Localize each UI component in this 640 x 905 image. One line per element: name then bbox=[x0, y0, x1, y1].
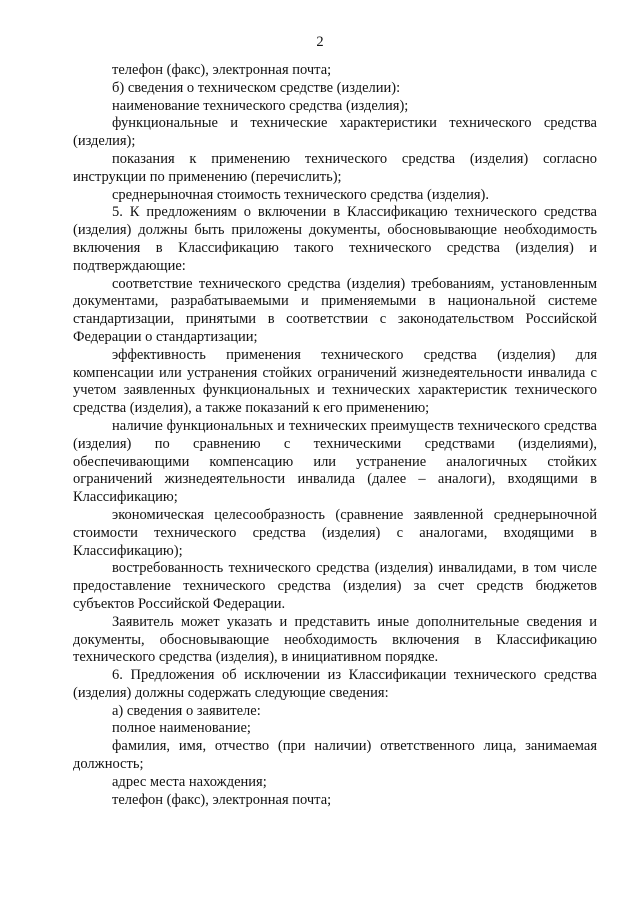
paragraph: наличие функциональных и технических преимуществ технического средства (изделия) по сравнению с техническими средствами (изделиями), обеспечивающими компенсацию или устранение аналогичных стойких ограничений жизнедеятельности инвалида (далее – аналоги), входящими в Классификацию; bbox=[73, 417, 597, 506]
document-body bbox=[73, 62, 597, 809]
paragraph: эффективность применения технического средства (изделия) для компенсации или устранения стойких ограничений жизнедеятельности инвалида с учетом заявленных функциональных и технических характеристик технического средства (изделия), а также показаний к его применению; bbox=[73, 346, 597, 417]
paragraph: соответствие технического средства (изделия) требованиям, установленным документами, разрабатываемыми и применяемыми в национальной системе стандартизации, принятыми в соответствии с законодательством Российской Федерации о стандартизации; bbox=[73, 275, 597, 345]
paragraph: б) сведения о техническом средстве (изделии): bbox=[112, 79, 401, 96]
paragraph: телефон (факс), электронная почта; bbox=[112, 62, 332, 78]
paragraph: 5. К предложениям о включении в Классификацию технического средства (изделия) должны быть приложены документы, обосновывающие необходимость включения в Классификацию такого технического средства (изделия) и подтверждающие: bbox=[73, 204, 597, 274]
paragraph: Заявитель может указать и представить иные дополнительные сведения и документы, обосновывающие необходимость включения в Классификацию технического средства (изделия), в инициативном порядке. bbox=[73, 613, 597, 666]
paragraph: востребованность технического средства (изделия) инвалидами, в том числе предоставление технического средства (изделия) за счет средств бюджетов субъектов Российской Федерации. bbox=[73, 560, 597, 612]
paragraph: телефон (факс), электронная почта; bbox=[112, 791, 332, 808]
paragraph: адрес места нахождения; bbox=[112, 773, 267, 790]
paragraph: экономическая целесообразность (сравнение заявленной среднерыночной стоимости технического средства (изделия) с аналогами, входящими в Классификацию); bbox=[73, 506, 597, 559]
paragraph: 6. Предложения об исключении из Классификации технического средства (изделия) должны содержать следующие сведения: bbox=[73, 667, 597, 701]
paragraph: функциональные и технические характеристики технического средства (изделия); bbox=[73, 115, 597, 150]
paragraph: фамилия, имя, отчество (при наличии) ответственного лица, занимаемая должность; bbox=[73, 738, 597, 773]
paragraph: среднерыночная стоимость технического средства (изделия). bbox=[112, 186, 489, 203]
paragraph: а) сведения о заявителе: bbox=[112, 702, 261, 719]
paragraph: полное наименование; bbox=[112, 720, 251, 737]
page-number: 2 bbox=[316, 34, 324, 50]
paragraph: показания к применению технического средства (изделия) согласно инструкции по применению (перечислить); bbox=[73, 150, 597, 185]
paragraph: наименование технического средства (изделия); bbox=[112, 97, 409, 114]
